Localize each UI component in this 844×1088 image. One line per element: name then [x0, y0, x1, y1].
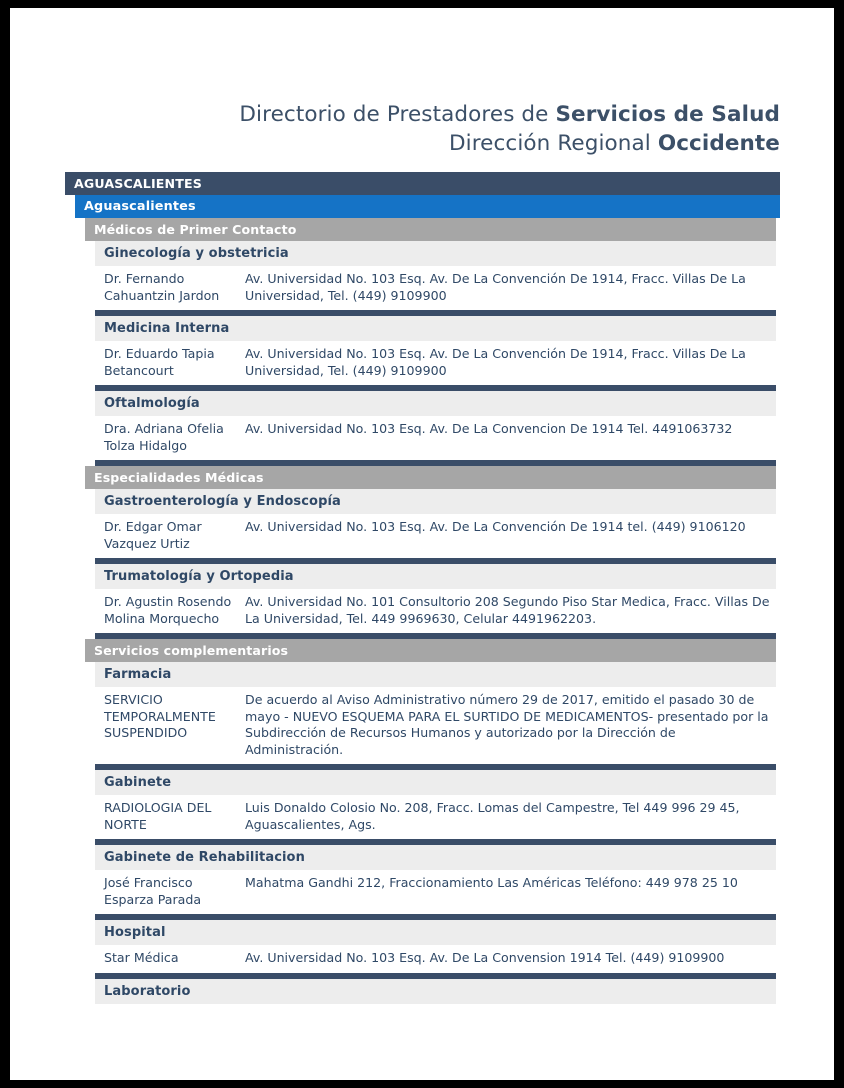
provider-address: Av. Universidad No. 101 Consultorio 208 Segundo Piso Star Medica, Fracc. Villas De La Universidad, Tel. 449 9969630, Celular 4491962203.	[245, 594, 770, 626]
provider-row	[95, 416, 776, 460]
document-page	[10, 8, 834, 1080]
provider-row	[95, 945, 776, 973]
provider-name: Dr. Fernando Cahuantzin Jardon	[104, 271, 220, 303]
page-title-line-2-bold: Occidente	[657, 131, 780, 156]
provider-name: Star Médica	[104, 950, 179, 965]
specialty-header: Gabinete de Rehabilitacion	[95, 845, 776, 870]
provider-row	[95, 870, 776, 914]
provider-name: RADIOLOGIA DEL NORTE	[104, 800, 212, 832]
city-header: Aguascalientes	[75, 195, 780, 218]
provider-name: Dr. Agustin Rosendo Molina Morquecho	[104, 594, 232, 626]
provider-address: Av. Universidad No. 103 Esq. Av. De La Convención De 1914, Fracc. Villas De La Universidad, Tel. (449) 9109900	[245, 271, 746, 303]
specialty-header: Hospital	[95, 920, 776, 945]
category-header: Servicios complementarios	[85, 639, 776, 662]
page-title-line-2-regular: Dirección Regional	[448, 131, 658, 156]
category-header: Especialidades Médicas	[85, 466, 776, 489]
provider-row	[95, 589, 776, 633]
provider-address: Mahatma Gandhi 212, Fraccionamiento Las Américas Teléfono: 449 978 25 10	[245, 875, 738, 890]
provider-directory	[10, 172, 834, 1004]
page-title-line-1-regular: Directorio de Prestadores de	[239, 102, 556, 127]
provider-address: Av. Universidad No. 103 Esq. Av. De La Convencion De 1914 Tel. 4491063732	[245, 421, 733, 436]
provider-name: SERVICIO TEMPORALMENTE SUSPENDIDO	[104, 692, 216, 740]
provider-row	[95, 266, 776, 310]
specialty-header: Laboratorio	[95, 979, 776, 1004]
specialty-header: Ginecología y obstetricia	[95, 241, 776, 266]
specialty-header: Oftalmología	[95, 391, 776, 416]
specialty-header: Gastroenterología y Endoscopía	[95, 489, 776, 514]
provider-row	[95, 687, 776, 764]
provider-row	[95, 341, 776, 385]
specialty-header: Medicina Interna	[95, 316, 776, 341]
page-title	[10, 8, 834, 158]
page-title-line-2	[70, 129, 780, 158]
provider-name: Dr. Eduardo Tapia Betancourt	[104, 346, 215, 378]
page-title-line-1	[70, 100, 780, 129]
specialty-header: Trumatología y Ortopedia	[95, 564, 776, 589]
provider-address: Av. Universidad No. 103 Esq. Av. De La Convension 1914 Tel. (449) 9109900	[245, 950, 725, 965]
provider-address: Av. Universidad No. 103 Esq. Av. De La Convención De 1914, Fracc. Villas De La Universidad, Tel. (449) 9109900	[245, 346, 746, 378]
provider-name: Dra. Adriana Ofelia Tolza Hidalgo	[104, 421, 224, 453]
provider-row	[95, 795, 776, 839]
category-header: Médicos de Primer Contacto	[85, 218, 776, 241]
specialty-header: Farmacia	[95, 662, 776, 687]
specialty-header: Gabinete	[95, 770, 776, 795]
provider-name: José Francisco Esparza Parada	[104, 875, 202, 907]
page-title-line-1-bold: Servicios de Salud	[555, 102, 780, 127]
provider-name: Dr. Edgar Omar Vazquez Urtiz	[104, 519, 202, 551]
provider-row	[95, 514, 776, 558]
provider-address: Luis Donaldo Colosio No. 208, Fracc. Lomas del Campestre, Tel 449 996 29 45, Aguascalientes, Ags.	[245, 800, 740, 832]
state-header: AGUASCALIENTES	[65, 172, 780, 195]
provider-address: Av. Universidad No. 103 Esq. Av. De La Convención De 1914 tel. (449) 9106120	[245, 519, 746, 534]
provider-address: De acuerdo al Aviso Administrativo número 29 de 2017, emitido el pasado 30 de mayo - NUEVO ESQUEMA PARA EL SURTIDO DE MEDICAMENTOS- presentado por la Subdirección de Recursos Humanos y autorizado por la Dirección de Administración.	[245, 692, 769, 757]
